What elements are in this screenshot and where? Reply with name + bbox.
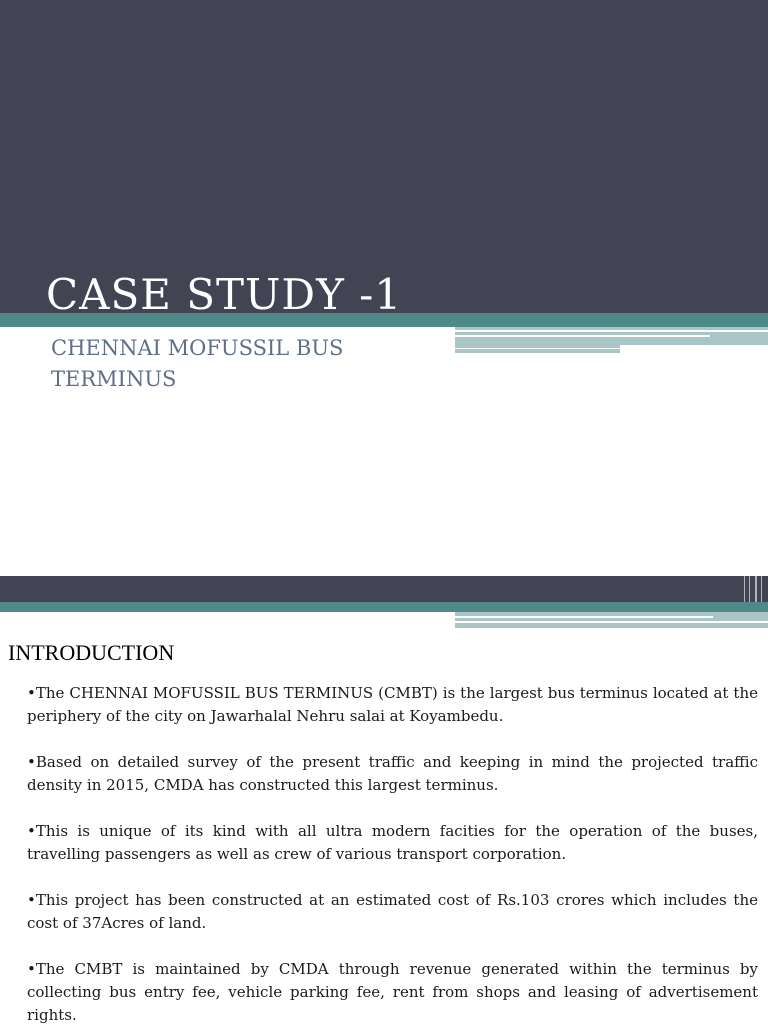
stripe-line bbox=[455, 335, 710, 337]
band-accent-line bbox=[761, 576, 762, 602]
stripe-line bbox=[455, 616, 713, 618]
section-heading: INTRODUCTION bbox=[8, 640, 175, 665]
stripe-line bbox=[455, 348, 620, 349]
bullet-item: • Based on detailed survey of the present traffic and keeping in mind the projected traffic density in 2015, CMDA has constructed this largest terminus. bbox=[27, 751, 758, 797]
band-accent-line bbox=[744, 576, 745, 602]
stripe-line bbox=[455, 621, 768, 623]
content-slide bbox=[0, 576, 768, 1024]
stripe-line bbox=[455, 330, 768, 332]
bullet-item: • This is unique of its kind with all ultra modern facities for the operation of the buses, travelling passengers as well as crew of various transport corporation. bbox=[27, 820, 758, 866]
header-band bbox=[0, 576, 768, 602]
light-teal-stripe-short bbox=[455, 345, 620, 353]
bullet-item: • The CHENNAI MOFUSSIL BUS TERMINUS (CMBT) is the largest bus terminus located at the periphery of the city on Jawarhalal Nehru salai at Koyambedu. bbox=[27, 682, 758, 728]
bullet-item: • The CMBT is maintained by CMDA through revenue generated within the terminus by collecting bus entry fee, vehicle parking fee, rent from shops and leasing of advertisement rights. bbox=[27, 958, 758, 1024]
slide-subtitle: CHENNAI MOFUSSIL BUS TERMINUS bbox=[51, 336, 344, 391]
bullet-list bbox=[27, 682, 758, 1024]
teal-stripe bbox=[0, 602, 768, 612]
slide-title: CASE STUDY -1 bbox=[46, 270, 403, 319]
band-accent-line bbox=[749, 576, 750, 602]
light-teal-stripe bbox=[455, 612, 768, 628]
header-band bbox=[0, 0, 768, 313]
bullet-item: • This project has been constructed at an estimated cost of Rs.103 crores which includes the cost of 37Acres of land. bbox=[27, 889, 758, 935]
band-accent-line bbox=[755, 576, 757, 602]
